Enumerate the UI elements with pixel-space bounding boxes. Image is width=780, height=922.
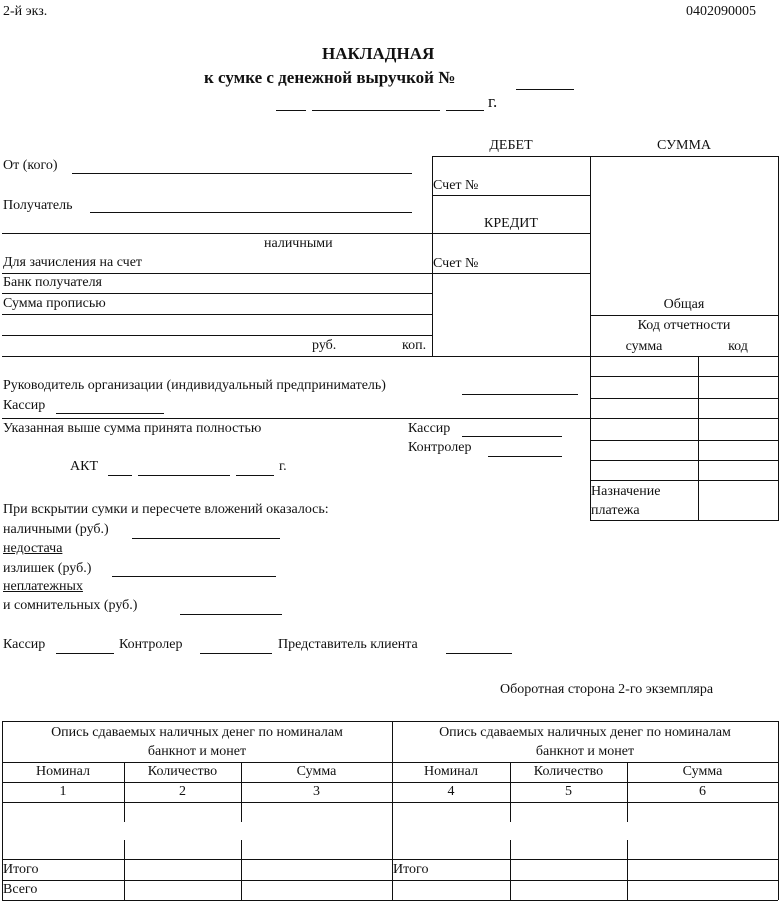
col-header: Сумма <box>682 764 723 779</box>
col-number: 6 <box>699 784 706 799</box>
surplus-label: излишек (руб.) <box>3 561 92 576</box>
form-code: 0402090005 <box>686 4 756 19</box>
total-right-label: Итого <box>393 862 429 877</box>
debit-account-label: Счет № <box>433 178 479 193</box>
cashier-label: Кассир <box>3 398 46 413</box>
act-label: АКТ <box>70 459 98 474</box>
cash-rub-field[interactable] <box>132 538 280 539</box>
doubtful-label: и сомнительных (руб.) <box>3 598 138 613</box>
date-month-line[interactable] <box>312 110 440 111</box>
col-header: Сумма <box>296 764 337 779</box>
cashier2-signature[interactable] <box>462 436 562 437</box>
report-sum-col: сумма <box>625 339 663 354</box>
reverse-title: Оборотная сторона 2-го экземпляра <box>500 682 714 697</box>
credit-heading: КРЕДИТ <box>484 216 538 231</box>
col-header: Номинал <box>423 764 478 779</box>
rub-label: руб. <box>312 338 337 353</box>
cash-label: наличными <box>264 236 333 251</box>
col-number: 1 <box>59 784 67 799</box>
col-number: 2 <box>179 784 186 799</box>
report-code-col: код <box>728 339 748 354</box>
col-number: 5 <box>565 784 572 799</box>
cash-rub-label: наличными (руб.) <box>3 522 109 537</box>
sig-controller-line[interactable] <box>200 653 272 654</box>
head-signature[interactable] <box>462 394 578 395</box>
date-year-suffix: г. <box>488 92 498 111</box>
sum-heading: СУММА <box>656 138 712 153</box>
doubtful-field[interactable] <box>180 614 282 615</box>
credit-account-label: Счет № <box>433 256 479 271</box>
inventory-title-right-1: Опись сдаваемых наличных денег по номиналам <box>439 725 731 740</box>
inventory-title-left-1: Опись сдаваемых наличных денег по номиналам <box>51 725 343 740</box>
act-month-line[interactable] <box>138 475 230 476</box>
total-sum-label: Общая <box>663 297 705 312</box>
report-code-label: Код отчетности <box>637 318 731 333</box>
nonpayment-label: неплатежных <box>3 579 83 594</box>
date-year-line[interactable] <box>446 110 484 111</box>
sig-client-label: Представитель клиента <box>278 637 418 652</box>
sig-cashier-line[interactable] <box>56 653 114 654</box>
controller-label: Контролер <box>408 440 472 455</box>
recipient-label: Получатель <box>3 198 73 213</box>
opening-label: При вскрытии сумки и пересчете вложений оказалось: <box>3 502 329 517</box>
head-label: Руководитель организации (индивидуальный предприниматель) <box>3 378 386 393</box>
copy-label: 2-й экз. <box>3 4 48 19</box>
controller-signature[interactable] <box>488 456 562 457</box>
credit-account-row: Для зачисления на счет <box>3 255 143 270</box>
surplus-field[interactable] <box>112 576 276 577</box>
col-header: Номинал <box>35 764 90 779</box>
cashier-signature[interactable] <box>56 413 164 414</box>
payment-purpose-1: Назначение <box>591 484 661 499</box>
sig-controller-label: Контролер <box>119 637 183 652</box>
from-field[interactable] <box>72 173 412 174</box>
col-header: Количество <box>147 764 218 779</box>
act-year-line[interactable] <box>236 475 274 476</box>
amount-words-label: Сумма прописью <box>3 296 106 311</box>
inventory-title-right-2: банкнот и монет <box>535 744 635 759</box>
document-subtitle: к сумке с денежной выручкой № <box>204 68 456 87</box>
cashier2-label: Кассир <box>408 421 451 436</box>
sig-cashier-label: Кассир <box>3 637 46 652</box>
debit-heading: ДЕБЕТ <box>489 138 533 153</box>
act-day-line[interactable] <box>108 475 132 476</box>
act-year-suffix: г. <box>279 459 287 474</box>
inventory-title-left-2: банкнот и монет <box>147 744 247 759</box>
number-line[interactable] <box>516 89 574 90</box>
recipient-field[interactable] <box>90 212 412 213</box>
from-label: От (кого) <box>3 158 58 173</box>
date-day-line[interactable] <box>276 110 306 111</box>
kop-label: коп. <box>402 338 427 353</box>
col-number: 4 <box>447 784 455 799</box>
bank-label: Банк получателя <box>3 275 102 290</box>
total-left-label: Итого <box>3 862 39 877</box>
accepted-label: Указанная выше сумма принята полностью <box>3 421 262 436</box>
shortage-label: недостача <box>3 541 63 556</box>
grand-total-label: Всего <box>3 882 38 897</box>
payment-purpose-2: платежа <box>591 503 640 518</box>
sig-client-line[interactable] <box>446 653 512 654</box>
col-header: Количество <box>533 764 604 779</box>
document-title: НАКЛАДНАЯ <box>322 44 435 63</box>
col-number: 3 <box>313 784 320 799</box>
